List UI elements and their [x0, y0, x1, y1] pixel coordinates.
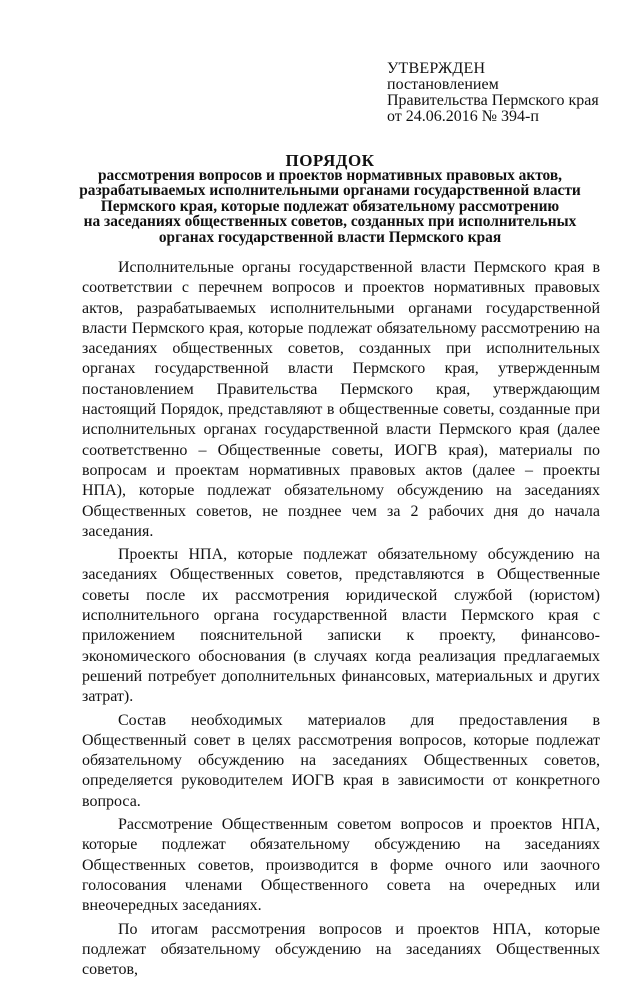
subtitle-line: рассмотрения вопросов и проектов нормативных правовых актов, [97, 167, 563, 184]
subtitle-line: на заседаниях общественных советов, созданных при исполнительных [83, 213, 577, 231]
document-body [82, 258, 600, 983]
body-paragraph: Проекты НПА, которые подлежат обязательному обсуждению на заседаниях Общественных советов, представляются в Общественные советы после их рассмотрения юридической службой (юристом) исполнительного органа государственной власти Пермского края с приложением пояснительной записки к проекту, финансово-экономического обоснования (в случаях когда реализация предлагаемых решений потребует дополнительных финансовых, материальных и других затрат). [82, 546, 600, 706]
body-paragraph: Состав необходимых материалов для предоставления в Общественный совет в целях рассмотрения вопросов, которые подлежат обязательному обсуждению на заседаниях Общественных советов, определяется руководителем ИОГВ края в зависимости от конкретного вопроса. [82, 711, 600, 810]
document-subtitle [78, 168, 582, 245]
document-title: ПОРЯДОК [285, 151, 375, 170]
approval-title: УТВЕРЖДЕН [387, 60, 486, 77]
subtitle-line: разрабатываемых исполнительными органами государственной власти [79, 182, 581, 200]
body-paragraph: По итогам рассмотрения вопросов и проектов НПА, которые подлежат обязательному обсуждению на заседаниях Общественных советов, [82, 920, 600, 979]
subtitle-line: Пермского края, которые подлежат обязательному рассмотрению [100, 197, 560, 215]
approval-date: от 24.06.2016 № 394-п [387, 108, 539, 125]
body-paragraph: Рассмотрение Общественным советом вопросов и проектов НПА, которые подлежат обязательному обсуждению на заседаниях Общественных советов, производится в форме очного или заочного голосования членами Общественного совета на очередных или внеочередных заседаниях. [82, 816, 600, 915]
subtitle-line: органах государственной власти Пермского края [158, 228, 502, 246]
approval-stamp [387, 61, 627, 125]
approval-line: Правительства Пермского края [387, 92, 599, 109]
approval-line: постановлением [387, 76, 499, 93]
body-paragraph: Исполнительные органы государственной власти Пермского края в соответствии с перечнем вопросов и проектов нормативных правовых актов, разрабатываемых исполнительными органами государственной власти Пермского края, которые подлежат обязательному рассмотрению на заседаниях общественных советов, созданных при исполнительных органах государственной власти Пермского края, утвержденным постановлением Правительства Пермского края, утверждающим настоящий Порядок, представляют в общественные советы, созданные при исполнительных органах государственной власти Пермского края (далее соответственно – Общественные советы, ИОГВ края), материалы по вопросам и проектам нормативных правовых актов (далее – проекты НПА), которые подлежат обязательному обсуждению на заседаниях Общественных советов, не позднее чем за 2 рабочих дня до начала заседания. [82, 259, 600, 540]
